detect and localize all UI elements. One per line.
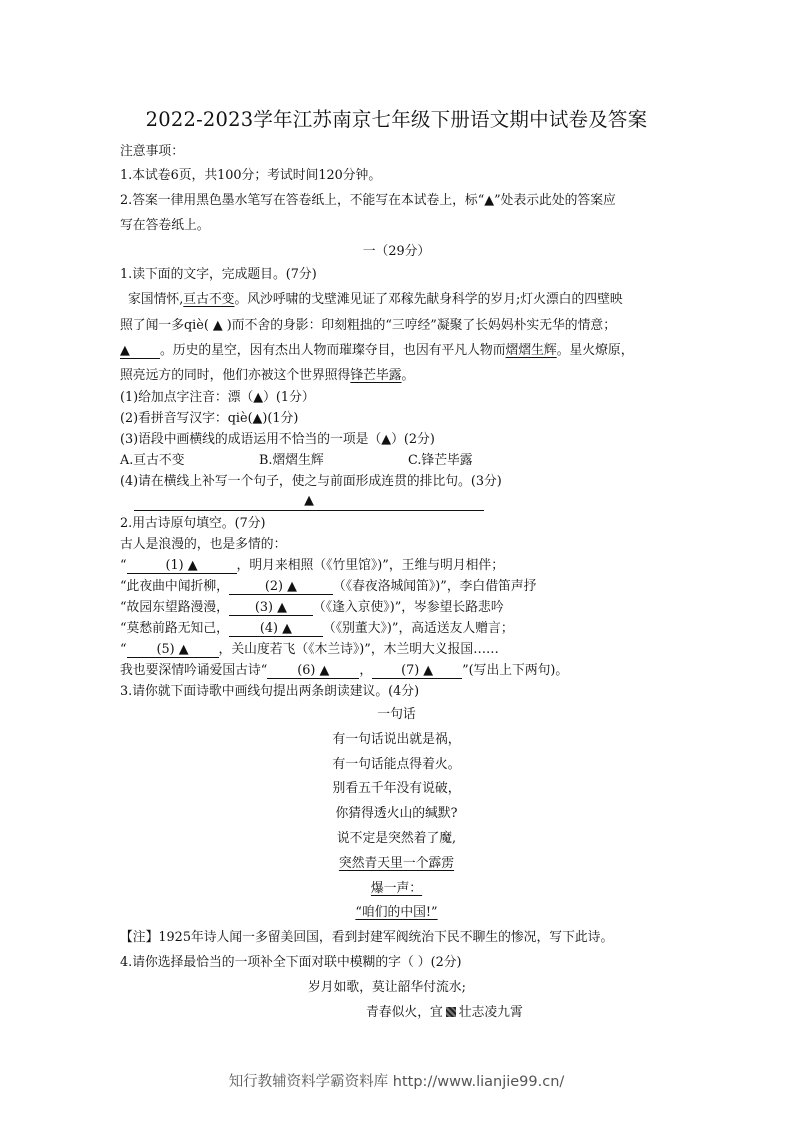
q1-sub-2: (2)看拼音写汉字：qiè(▲)(1分) <box>120 411 299 426</box>
text: （《逢入京使》)”，岑参望长路悲吟 <box>312 600 504 615</box>
poem-line: 有一句话能点得着火。 <box>332 757 461 772</box>
q2-heading: 2.用古诗原句填空。(7分) <box>120 516 266 531</box>
q2-line-2 <box>120 578 536 596</box>
couplet-line-2 <box>366 1004 523 1022</box>
q2-line-3 <box>120 599 504 617</box>
answer-blank-6[interactable]: (6) ▲ <box>267 663 359 679</box>
notice-item-2-line-2: 写在答卷纸上。 <box>120 218 210 233</box>
notice-heading: 注意事项： <box>120 144 184 159</box>
q1-sub-3: (3)语段中画横线的成语运用不恰当的一项是（▲）(2分) <box>120 432 435 447</box>
answer-blank-7[interactable]: (7) ▲ <box>372 663 462 679</box>
underlined-text: 突然青天里一个霹雳 <box>338 856 455 871</box>
text: ， <box>359 663 373 678</box>
text: “莫愁前路无知己， <box>120 621 229 636</box>
q1-paragraph-line-3 <box>120 342 633 360</box>
text: 家国情怀, <box>128 292 184 307</box>
poem-underlined-line <box>0 880 793 898</box>
footer-watermark: 知行教辅资料学霸资料库 http://www.lianjie99.cn/ <box>228 1074 565 1090</box>
underlined-text: 爆一声： <box>370 881 423 896</box>
section-heading: 一（29分） <box>362 244 431 259</box>
q2-line-4 <box>120 620 514 638</box>
answer-blank[interactable]: ▲ <box>120 343 160 359</box>
text: “ <box>120 642 127 657</box>
q1-sub-4: (4)请在横线上补写一个句子，使之与前面形成连贯的排比句。(3分) <box>120 474 502 489</box>
poem-underlined-line <box>0 904 793 922</box>
q1-paragraph-line-1 <box>128 291 623 309</box>
answer-blank-3[interactable]: (3) ▲ <box>229 600 313 616</box>
q1-sub-4-blank[interactable]: ▲ <box>134 492 484 511</box>
notice-item-1: 1.本试卷6页，共100分；考试时间120分钟。 <box>120 168 382 183</box>
text: “ <box>120 558 127 573</box>
answer-blank-2[interactable]: (2) ▲ <box>229 579 333 595</box>
page-title: 2022-2023学年江苏南京七年级下册语文期中试卷及答案 <box>145 108 648 131</box>
text: “故园东望路漫漫， <box>120 600 229 615</box>
q2-line-6 <box>120 662 568 680</box>
q1-option-a: A.亘古不变 <box>120 453 185 468</box>
text: 。 <box>401 368 415 383</box>
text: 壮志凌九霄 <box>458 1005 523 1020</box>
answer-blank-1[interactable]: (1) ▲ <box>127 558 237 574</box>
text: （《别董大》)”，高适送友人赠言； <box>322 621 514 636</box>
q1-paragraph-line-4 <box>120 367 414 385</box>
underlined-idiom: 锋芒毕露 <box>350 368 402 383</box>
blurred-character-icon <box>446 1007 456 1017</box>
q1-option-b: B.熠熠生辉 <box>259 453 324 468</box>
q1-paragraph-line-2: 照了闻一多qiè( ▲ )而不舍的身影：印刻粗拙的“三哼经”凝聚了长妈妈朴实无华的情意； <box>120 318 616 333</box>
underlined-idiom: 熠熠生辉 <box>505 343 557 358</box>
text: “此夜曲中闻折柳， <box>120 579 229 594</box>
poem-line: 说不定是突然着了魔, <box>336 831 457 846</box>
q2-line-5 <box>120 641 499 659</box>
poem-title: 一句话 <box>377 707 416 722</box>
text: （《春夜洛城闻笛》)”，李白借笛声抒 <box>332 579 537 594</box>
q1-option-c: C.锋芒毕露 <box>408 453 473 468</box>
couplet-line-1: 岁月如歌，莫让韶华付流水; <box>308 980 466 995</box>
q3-heading: 3.请你就下面诗歌中画线句提出两条朗读建议。(4分) <box>120 684 420 699</box>
poem-note: 【注】1925年诗人闻一多留美回国，看到封建军阀统治下民不聊生的惨况，写下此诗。 <box>120 930 614 945</box>
text: 青春似火，宜 <box>366 1005 443 1020</box>
q4-heading: 4.请你选择最恰当的一项补全下面对联中模糊的字（ ）(2分) <box>120 955 462 970</box>
text: ，关山度若飞（《木兰诗》)”，木兰明大义报国…… <box>218 642 499 657</box>
text: ”(写出上下两句)。 <box>462 663 569 678</box>
answer-blank-5[interactable]: (5) ▲ <box>127 642 219 658</box>
text: ，明月来相照（《竹里馆》)”，王维与明月相伴； <box>236 558 505 573</box>
underlined-text: “咱们的中国!” <box>355 905 438 920</box>
poem-line: 有一句话说出就是祸， <box>332 732 461 747</box>
q1-heading: 1.读下面的文字，完成题目。(7分) <box>120 267 317 282</box>
poem-line: 别看五千年没有说破， <box>332 781 461 796</box>
text: 。星火燎原， <box>556 343 634 358</box>
text: 照亮远方的同时，他们亦被这个世界照得 <box>120 368 351 383</box>
q1-sub-1: (1)给加点字注音：漂（▲）(1分） <box>120 390 315 405</box>
text: 。风沙呼啸的戈壁滩见证了邓稼先献身科学的岁月;灯火漂白的四壁映 <box>234 292 623 307</box>
q2-intro: 古人是浪漫的，也是多情的： <box>120 537 287 552</box>
q2-line-1 <box>120 557 504 575</box>
text: 。历史的星空，因有杰出人物而璀璨夺目，也因有平凡人物而 <box>160 343 506 358</box>
underlined-idiom: 亘古不变 <box>183 292 235 307</box>
text: 我也要深情吟诵爱国古诗“ <box>120 663 268 678</box>
poem-line: 你猜得透火山的缄默? <box>335 806 458 821</box>
notice-item-2-line-1: 2.答案一律用黑色墨水笔写在答卷纸上，不能写在本试卷上，标“▲”处表示此处的答案应 <box>120 193 616 208</box>
poem-underlined-line <box>0 855 793 873</box>
answer-blank-4[interactable]: (4) ▲ <box>229 621 323 637</box>
